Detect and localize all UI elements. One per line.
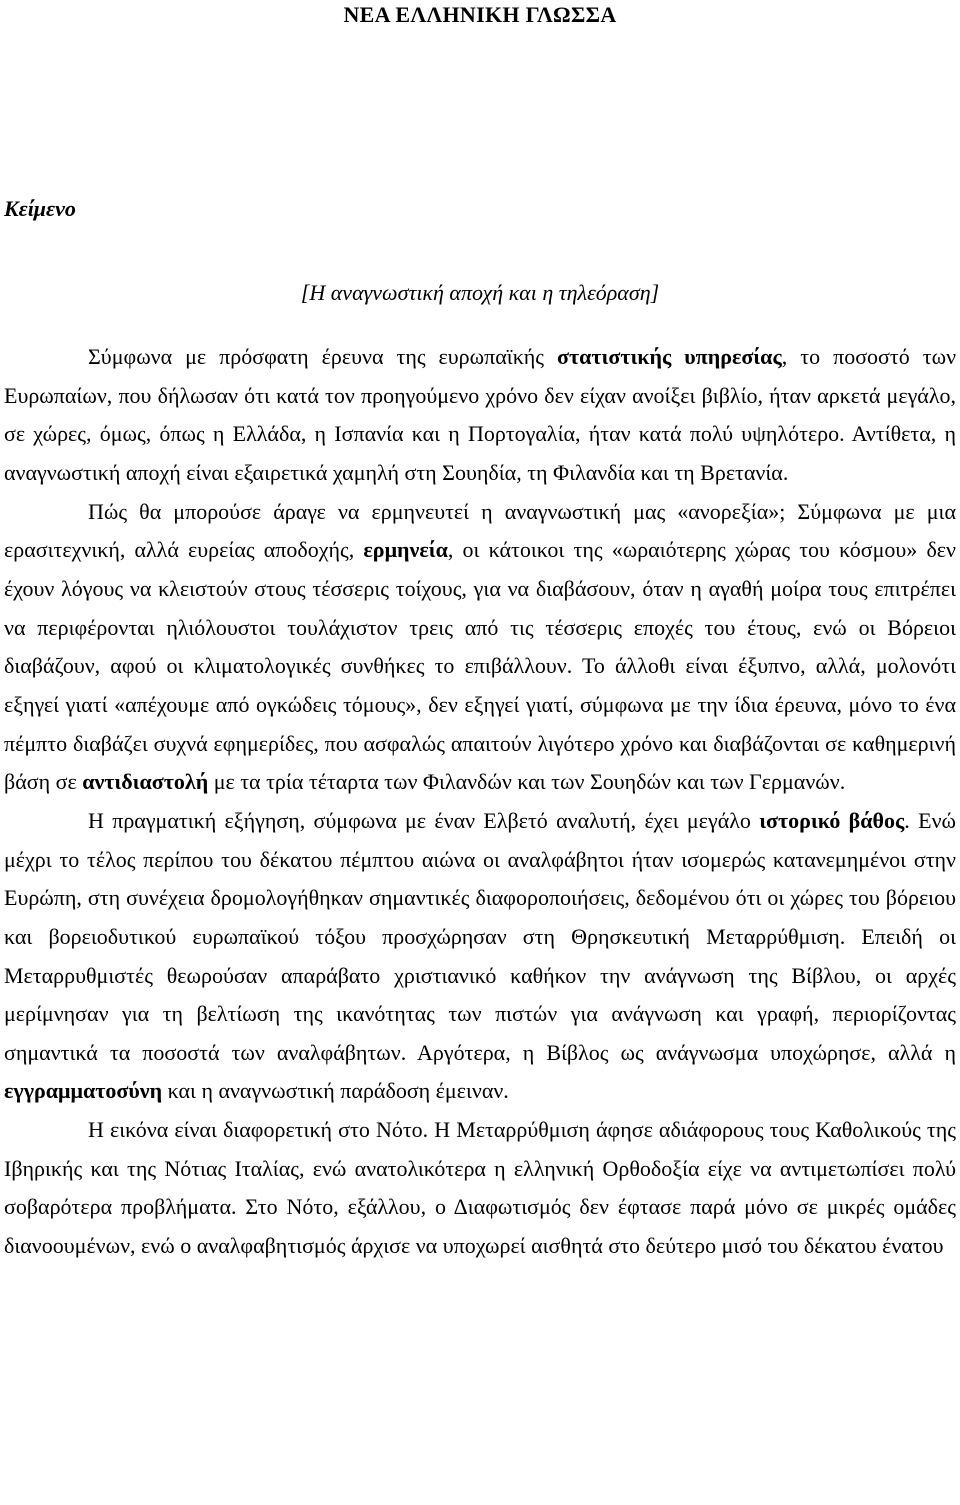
- bold-term: εγγραμματοσύνη: [4, 1078, 163, 1104]
- paragraph-1: [4, 338, 956, 493]
- text-run: . Ενώ μέχρι το τέλος περίπου του δέκατου πέμπτου αιώνα οι αναλφάβητοι ήταν ισομερώς κατανεμημένοι στην Ευρώπη, στη συνέχεια δρομολογήθηκαν σημαντικές διαφοροποιήσεις, δεδομένου ότι οι χώρες του βόρειου και βορειοδυτικού ευρωπαϊκού τόξου προσχώρησαν στη Θρησκευτική Μεταρρύθμιση. Επειδή οι Μεταρρυθμιστές θεωρούσαν απαράβατο χριστιανικό καθήκον την ανάγνωση της Βίβλου, οι αρχές μερίμνησαν για τη βελτίωση της ικανότητας των πιστών για ανάγνωση και γραφή, περιορίζοντας σημαντικά τα ποσοστά των αναλφάβητων. Αργότερα, η Βίβλος ως ανάγνωσμα υποχώρησε, αλλά η: [4, 807, 956, 1065]
- paragraph-3: [4, 802, 956, 1111]
- paragraph-2: [4, 493, 956, 802]
- paragraph-4: [4, 1111, 956, 1266]
- text-run: Σύμφωνα με πρόσφατη έρευνα της ευρωπαϊκής: [88, 344, 557, 369]
- section-label: Κείμενο: [4, 196, 76, 221]
- text-run: με τα τρία τέταρτα των Φιλανδών και των Σουηδών και των Γερμανών.: [208, 769, 846, 795]
- text-run: Η πραγματική εξήγηση, σύμφωνα με έναν Ελβετό αναλυτή, έχει μεγάλο: [88, 807, 760, 833]
- bold-term: ερμηνεία: [363, 537, 448, 563]
- text-run: , οι κάτοικοι της «ωραιότερης χώρας του κόσμου» δεν έχουν λόγους να κλειστούν στους τέσσερις τοίχους, για να διαβάσουν, όταν η αγαθή μοίρα τους επιτρέπει να περιφέρονται ηλιόλουστοι τουλάχιστον τρεις από τις τέσσερις εποχές του έτους, ενώ οι Βόρειοι διαβάζουν, αφού οι κλιματολογικές συνθήκες το επιβάλλουν. Το άλλοθι είναι έξυπνο, αλλά, μολονότι εξηγεί γιατί «απέχουμε από ογκώδεις τόμους», δεν εξηγεί γιατί, σύμφωνα με την ίδια έρευνα, μόνο το ένα πέμπτο διαβάζει συχνά εφημερίδες, που ασφαλώς απαιτούν λιγότερο χρόνο και διαβάζονται σε καθημερινή βάση σε: [4, 537, 956, 795]
- text-run: και η αναγνωστική παράδοση έμειναν.: [162, 1078, 509, 1104]
- document-title: ΝΕΑ ΕΛΛΗΝΙΚΗ ΓΛΩΣΣΑ: [343, 2, 617, 27]
- bold-term: ιστορικό βάθος: [759, 807, 905, 833]
- bold-term: στατιστικής υπηρεσίας: [557, 344, 782, 369]
- document-page: [4, 0, 956, 1266]
- text-subtitle: [Η αναγνωστική αποχή και η τηλεόραση]: [300, 280, 660, 305]
- text-run: , το ποσοστό των Ευρωπαίων, που δήλωσαν ότι κατά τον προηγούμενο χρόνο δεν είχαν ανοίξει βιβλίο, ήταν αρκετά μεγάλο, σε χώρες, όμως, όπως η Ελλάδα, η Ισπανία και η Πορτογαλία, ήταν κατά πολύ υψηλότερο. Αντίθετα, η αναγνωστική αποχή είναι εξαιρετικά χαμηλή στη Σουηδία, τη Φιλανδία και τη Βρετανία.: [4, 344, 957, 485]
- document-body: [4, 338, 956, 1266]
- text-run: Πώς θα μπορούσε άραγε να ερμηνευτεί η αναγνωστική μας «ανορεξία»; Σύμφωνα με μια ερασιτεχνική, αλλά ευρείας αποδοχής,: [4, 498, 956, 563]
- bold-term: αντιδιαστολή: [82, 769, 209, 795]
- text-run: Η εικόνα είναι διαφορετική στο Νότο. Η Μεταρρύθμιση άφησε αδιάφορους τους Καθολικούς της Ιβηρικής και της Νότιας Ιταλίας, ενώ ανατολικότερα η ελληνική Ορθοδοξία είχε να αντιμετωπίσει πολύ σοβαρότερα προβλήματα. Στο Νότο, εξάλλου, ο Διαφωτισμός δεν έφτασε παρά μόνο σε μικρές ομάδες διανοουμένων, ενώ ο αναλφαβητισμός άρχισε να υποχωρεί αισθητά στο δεύτερο μισό του δέκατου ένατου: [4, 1117, 956, 1259]
